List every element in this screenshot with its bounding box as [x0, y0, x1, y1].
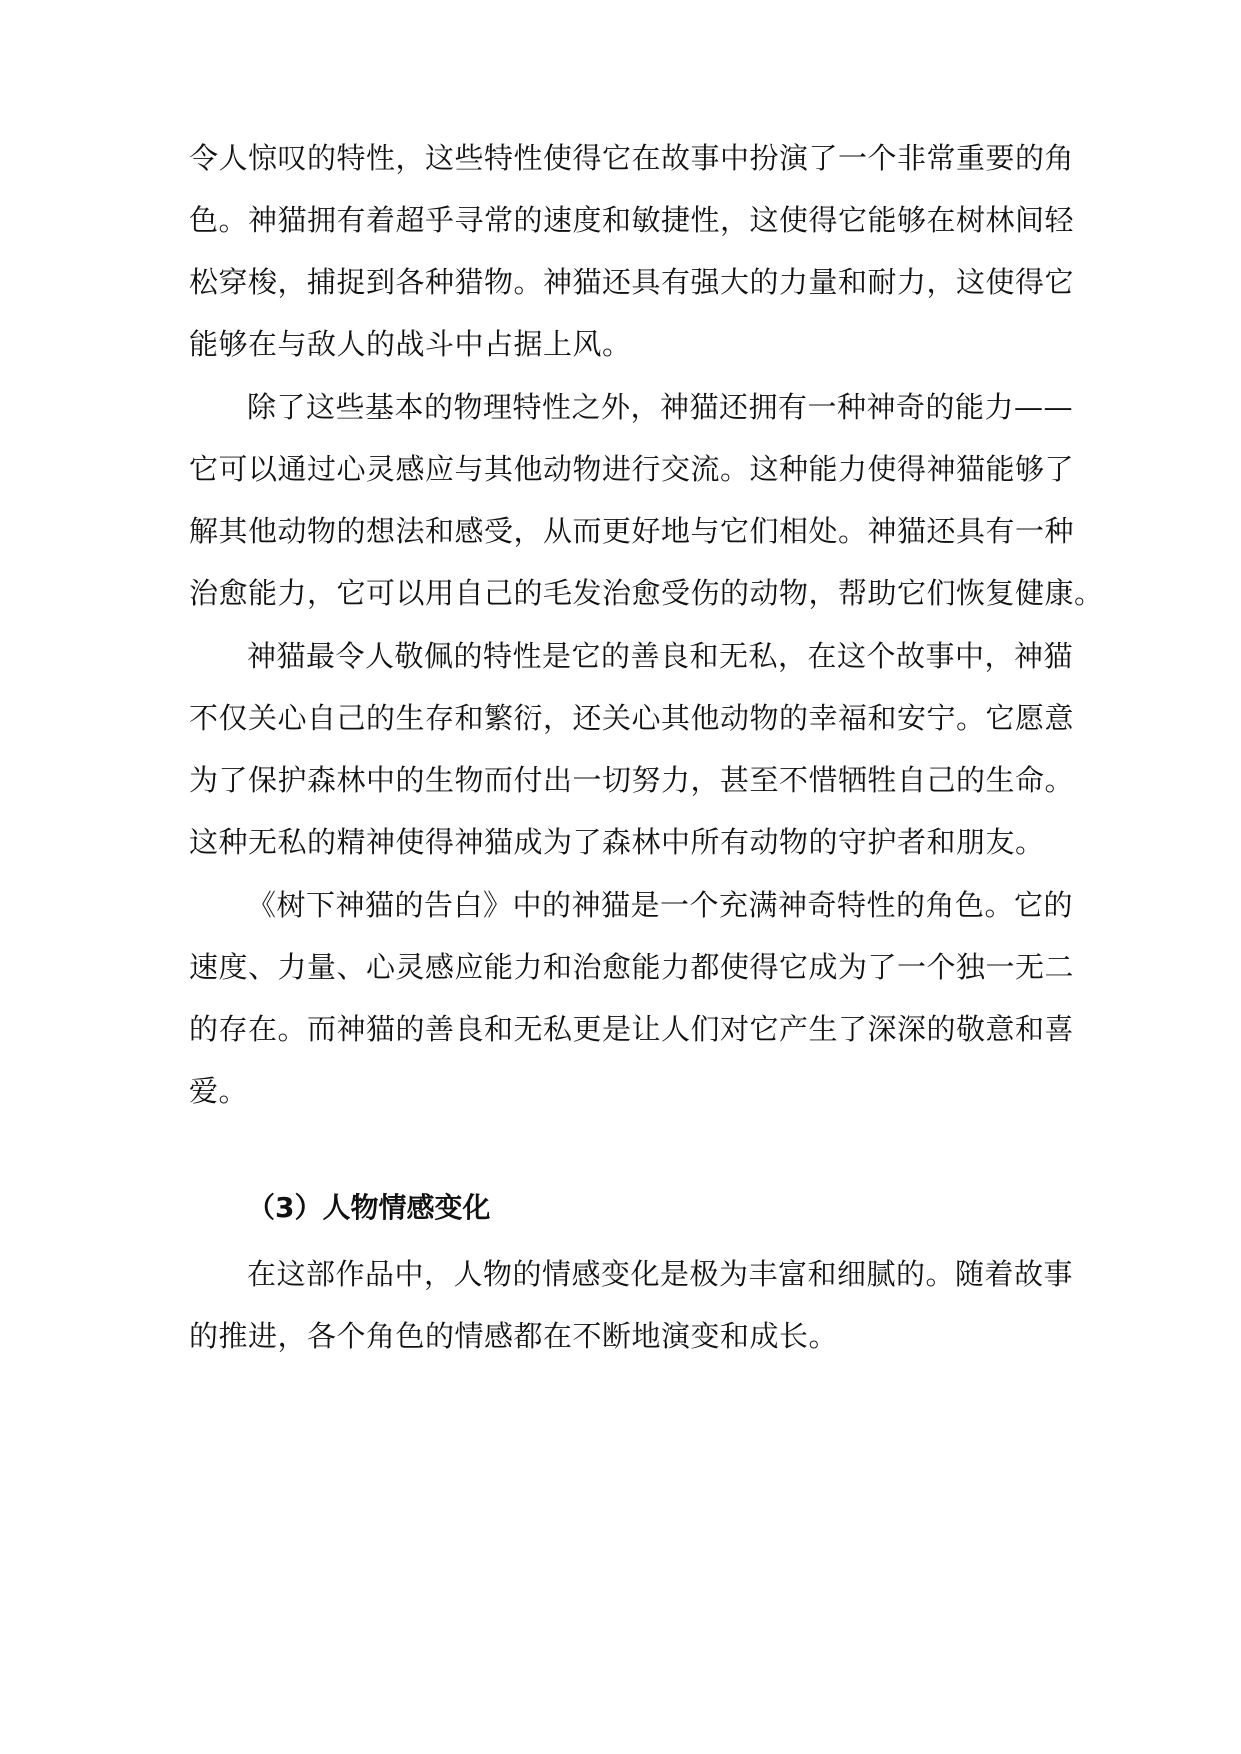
paragraph-3-line-1: 神猫最令人敬佩的特性是它的善良和无私，在这个故事中，神猫 — [247, 639, 1074, 673]
paragraph-2-line-4: 治愈能力，它可以用自己的毛发治愈受伤的动物，帮助它们恢复健康。 — [189, 576, 1104, 610]
paragraph-4-line-1: 《树下神猫的告白》中的神猫是一个充满神奇特性的角色。它的 — [247, 888, 1074, 922]
paragraph-2-line-3: 解其他动物的想法和感受，从而更好地与它们相处。神猫还具有一种 — [189, 514, 1075, 548]
section-heading: （3）人物情感变化 — [247, 1191, 491, 1224]
paragraph-3-line-4: 这种无私的精神使得神猫成为了森林中所有动物的守护者和朋友。 — [189, 825, 1045, 859]
paragraph-1-line-1: 令人惊叹的特性，这些特性使得它在故事中扮演了一个非常重要的角 — [189, 141, 1075, 175]
section-paragraph-line-1: 在这部作品中，人物的情感变化是极为丰富和细腻的。随着故事 — [247, 1257, 1074, 1291]
paragraph-3-line-2: 不仅关心自己的生存和繁衍，还关心其他动物的幸福和安宁。它愿意 — [189, 701, 1075, 735]
paragraph-4-line-2: 速度、力量、心灵感应能力和治愈能力都使得它成为了一个独一无二 — [189, 950, 1075, 984]
paragraph-3-line-3: 为了保护森林中的生物而付出一切努力，甚至不惜牺牲自己的生命。 — [189, 763, 1075, 797]
paragraph-1-line-2: 色。神猫拥有着超乎寻常的速度和敏捷性，这使得它能够在树林间轻 — [189, 203, 1075, 237]
paragraph-2-line-2: 它可以通过心灵感应与其他动物进行交流。这种能力使得神猫能够了 — [189, 452, 1075, 486]
paragraph-2-line-1: 除了这些基本的物理特性之外，神猫还拥有一种神奇的能力—— — [247, 390, 1074, 424]
section-paragraph-line-2: 的推进，各个角色的情感都在不断地演变和成长。 — [189, 1319, 839, 1353]
paragraph-4-line-3: 的存在。而神猫的善良和无私更是让人们对它产生了深深的敬意和喜 — [189, 1012, 1075, 1046]
paragraph-4-line-4: 爱。 — [189, 1074, 249, 1108]
paragraph-1-line-3: 松穿梭，捕捉到各种猎物。神猫还具有强大的力量和耐力，这使得它 — [189, 265, 1075, 299]
paragraph-1-line-4: 能够在与敌人的战斗中占据上风。 — [189, 327, 632, 361]
